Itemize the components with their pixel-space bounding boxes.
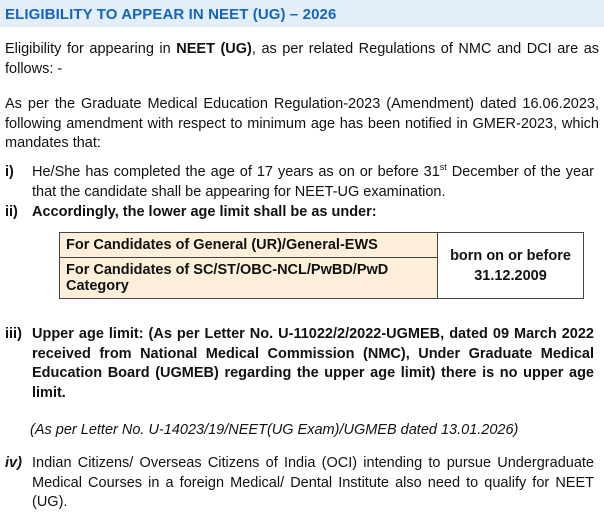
item-text: Indian Citizens/ Overseas Citizens of India (OCI) intending to pursue Undergraduate Medical Courses in a foreign Medical/ Dental Institute also need to qualify for NEET (UG). [32, 455, 594, 510]
table-row [60, 233, 584, 258]
item-text [32, 163, 594, 202]
intro-text-pre: Eligibility for appearing in [5, 41, 177, 57]
intro-paragraph [5, 40, 599, 79]
category-general: For Candidates of General (UR)/General-EWS [60, 233, 438, 258]
date-line-2: 31.12.2009 [474, 267, 547, 284]
date-cell [438, 233, 584, 299]
ordinal-suffix: st [439, 162, 447, 173]
item-text: Upper age limit: (As per Letter No. U-11022/2/2022-UGMEB, dated 09 March 2022 received from National Medical Commission (NMC), Under Graduate Medical Education Board (UGMEB) regarding the upper age limit) there is no upper age limit. [32, 326, 594, 401]
intro-text-bold: NEET (UG) [176, 41, 252, 57]
intro-text-post: , as per related Regulations of NMC and DCI are as follows: - [5, 41, 600, 77]
age-limit-table [59, 232, 584, 299]
date-line-1: born on or before [450, 247, 571, 264]
item-text: Accordingly, the lower age limit shall be as under: [32, 204, 377, 220]
gmer-paragraph: As per the Graduate Medical Education Regulation-2023 (Amendment) dated 16.06.2023, following amendment with respect to minimum age has been notified in GMER-2023, which mandates that: [5, 96, 599, 151]
item-text-pre: He/She has completed the age of 17 years as on or before 31 [32, 164, 440, 180]
item-text-post: December of the year that the candidate shall be appearing for NEET-UG examination. [32, 164, 594, 200]
category-reserved: For Candidates of SC/ST/OBC-NCL/PwBD/PwD Category [60, 258, 438, 299]
letter-reference-note: (As per Letter No. U-14023/19/NEET(UG Exam)/UGMEB dated 13.01.2026) [30, 422, 519, 438]
item-number: iii) [5, 326, 22, 342]
section-heading: ELIGIBILITY TO APPEAR IN NEET (UG) – 2026 [0, 0, 604, 27]
item-number: ii) [5, 204, 18, 220]
item-number: iv) [5, 455, 22, 471]
item-number: i) [5, 164, 14, 180]
